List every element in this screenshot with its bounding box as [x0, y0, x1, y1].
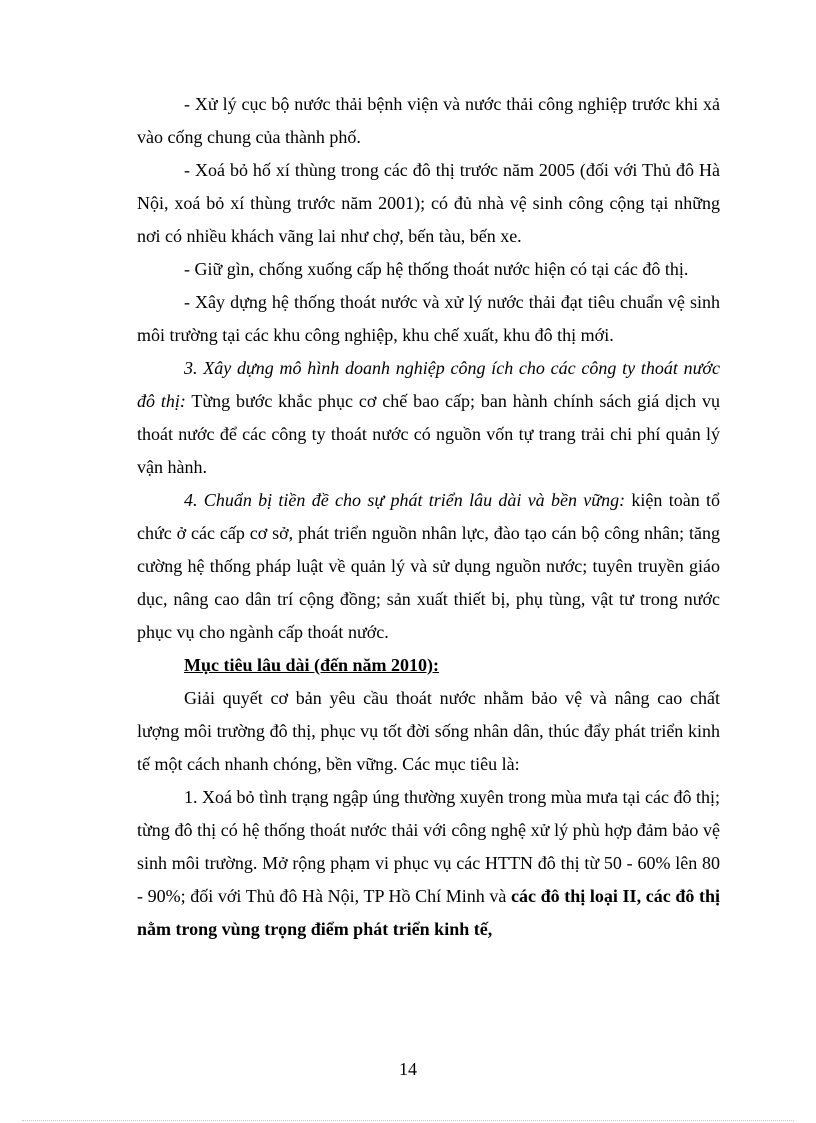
page-number: 14 [399, 1059, 417, 1079]
paragraph-public-enterprise-body: Từng bước khắc phục cơ chế bao cấp; ban hành chính sách giá dịch vụ thoát nước để các công ty thoát nước có nguồn vốn tự trang trải chi phí quản lý vận hành. [137, 391, 721, 477]
paragraph-drainage-maintenance: - Giữ gìn, chống xuống cấp hệ thống thoát nước hiện có tại các đô thị. [184, 259, 689, 279]
paragraph-latrine-removal: - Xoá bỏ hố xí thùng trong các đô thị trước năm 2005 (đối với Thủ đô Hà Nội, xoá bỏ xí thùng trước năm 2001); có đủ nhà vệ sinh công cộng tại những nơi có nhiều khách vãng lai như chợ, bến tàu, bến xe. [137, 160, 720, 246]
paragraph-sustainable-development-body: kiện toàn tổ chức ở các cấp cơ sở, phát triển nguồn nhân lực, đào tạo cán bộ công nhân; tăng cường hệ thống pháp luật về quản lý và sử dụng nguồn nước; tuyên truyền giáo dục, nâng cao dân trí cộng đồng; sản xuất thiết bị, phụ tùng, vật tư trong nước phục vụ cho ngành cấp thoát nước. [137, 490, 721, 642]
paragraph-flooding-goal-body: 1. Xoá bỏ tình trạng ngập úng thường xuyên trong mùa mưa tại các đô thị; từng đô thị có hệ thống thoát nước thải với công nghệ xử lý phù hợp đảm bảo vệ sinh môi trường. Mở rộng phạm vi phục vụ các HTTN đô thị từ 50 - 60% lên 80 - 90%; đối với Thủ đô Hà Nội, TP Hồ Chí Minh và [137, 787, 720, 906]
paragraph-long-term-intro: Giải quyết cơ bản yêu cầu thoát nước nhằm bảo vệ và nâng cao chất lượng môi trường đô thị, phục vụ tốt đời sống nhân dân, thúc đẩy phát triển kinh tế một cách nhanh chóng, bền vững. Các mục tiêu là: [137, 688, 720, 774]
paragraph-industrial-zones: - Xây dựng hệ thống thoát nước và xử lý nước thải đạt tiêu chuẩn vệ sinh môi trường tại các khu công nghiệp, khu chế xuất, khu đô thị mới. [137, 292, 720, 345]
paragraph-flooding-goal-bold: các đô thị loại II, các đô thị nằm trong vùng trọng điểm phát triển kinh tế, [137, 886, 720, 939]
section-heading-long-term-goals [137, 649, 720, 682]
paragraph-sustainable-development [137, 484, 720, 649]
document-body [137, 88, 720, 946]
page-bottom-divider [22, 1120, 794, 1121]
paragraph-public-enterprise-lead: 3. Xây dựng mô hình doanh nghiệp công ích cho các công ty thoát nước đô thị: [137, 358, 720, 411]
paragraph-sustainable-development-lead: 4. Chuẩn bị tiền đề cho sự phát triển lâu dài và bền vững: [184, 490, 626, 510]
paragraph-hospital-wastewater: - Xử lý cục bộ nước thải bệnh viện và nước thải công nghiệp trước khi xả vào cống chung của thành phố. [137, 94, 720, 147]
section-heading-text: Mục tiêu lâu dài (đến năm 2010): [184, 655, 440, 675]
paragraph-flooding-goal [137, 781, 720, 946]
paragraph-public-enterprise [137, 352, 720, 484]
